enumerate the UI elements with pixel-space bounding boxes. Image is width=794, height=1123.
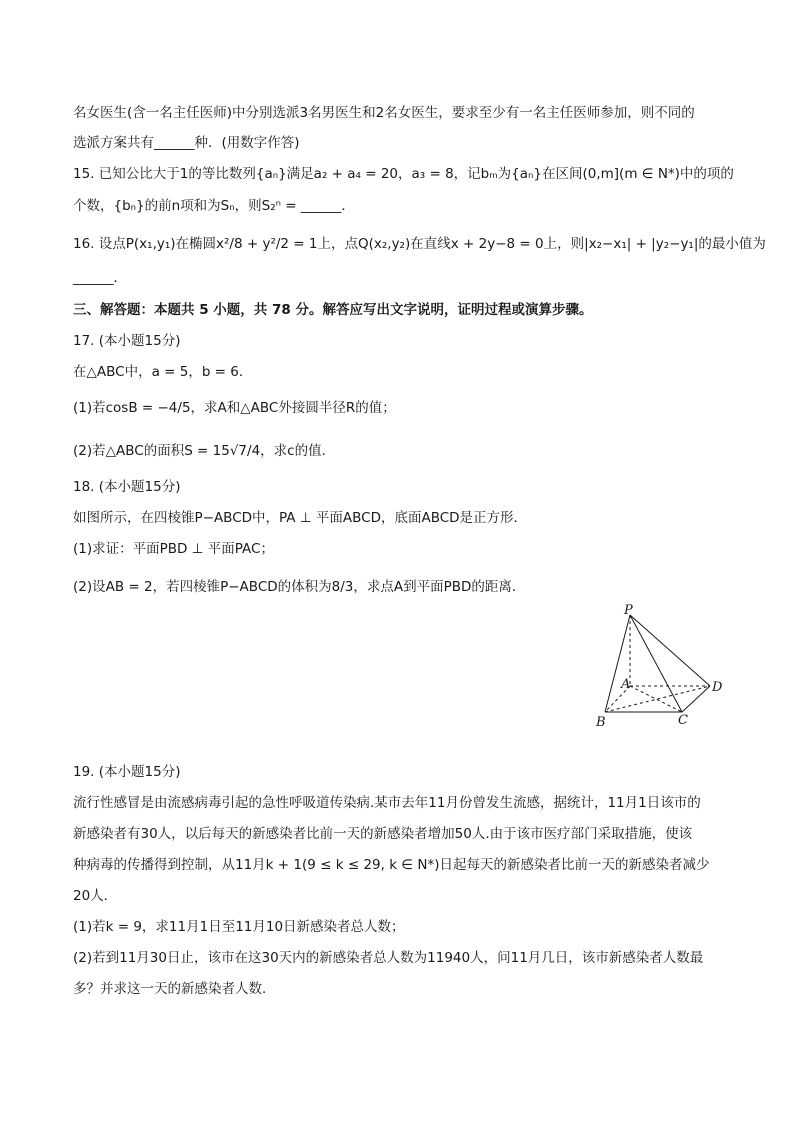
text-line: (2)若△ABC的面积S = 15√7/4，求c的值．: [73, 443, 336, 459]
edge-pd: [630, 615, 710, 686]
text-line: 在△ABC中，a = 5，b = 6．: [73, 364, 253, 380]
problem-16-line: 16. 设点P(x₁,y₁)在椭圆x²/8 + y²/2 = 1上，点Q(x₂,y₂)在直线x + 2y−8 = 0上，则|x₂−x₁| + |y₂−y₁|的最小值为: [73, 236, 766, 252]
text-line: ______．: [73, 270, 127, 286]
text-line: 20人．: [73, 888, 118, 904]
pyramid-figure: [590, 600, 730, 735]
text-line: (1)求证：平面PBD ⊥ 平面PAC；: [73, 541, 274, 557]
text-line: 名女医生(含一名主任医师)中分别选派3名男医生和2名女医生，要求至少有一名主任医师参加，则不同的: [73, 105, 695, 121]
text-line: 新感染者有30人，以后每天的新感染者比前一天的新感染者增加50人.由于该市医疗部门采取措施，使该: [73, 826, 693, 842]
text-line: 流行性感冒是由流感病毒引起的急性呼吸道传染病.某市去年11月份曾发生流感，据统计，11月1日该市的: [73, 795, 701, 811]
text-line: (1)若k = 9，求11月1日至11月10日新感染者总人数；: [73, 919, 405, 935]
problem-15-line: 15. 已知公比大于1的等比数列{aₙ}满足a₂ + a₄ = 20，a₃ = 8，记bₘ为{aₙ}在区间(0,m](m ∈ N*)中的项的: [73, 166, 734, 182]
text-line: 个数，{bₙ}的前n项和为Sₙ，则S₂ⁿ = ______．: [73, 198, 355, 214]
text-line: 选派方案共有______种．(用数字作答): [73, 135, 300, 151]
vertex-label-c: C: [678, 713, 688, 728]
vertex-label-d: D: [712, 680, 723, 695]
vertex-label-a: A: [621, 677, 631, 692]
edge-pc: [630, 615, 682, 712]
edge-pb: [605, 615, 630, 712]
vertex-label-p: P: [624, 603, 633, 618]
edge-cd: [682, 686, 710, 712]
problem-19-title: 19. (本小题15分): [73, 764, 181, 780]
text-line: (1)若cosB = −4/5，求A和△ABC外接圆半径R的值；: [73, 400, 396, 416]
edge-ac: [630, 686, 682, 712]
text-line: (2)设AB = 2，若四棱锥P−ABCD的体积为8/3，求点A到平面PBD的距离．: [73, 579, 526, 595]
text-line: (2)若到11月30日止，该市在这30天内的新感染者总人数为11940人，问11月几日，该市新感染者人数最: [73, 950, 704, 966]
section-heading: 三、解答题：本题共 5 小题，共 78 分。解答应写出文字说明，证明过程或演算步骤。: [73, 302, 593, 318]
problem-17-title: 17. (本小题15分): [73, 333, 181, 349]
text-line: 如图所示，在四棱锥P−ABCD中，PA ⊥ 平面ABCD，底面ABCD是正方形．: [73, 510, 528, 526]
text-line: 多？并求这一天的新感染者人数．: [73, 981, 276, 997]
text-line: 种病毒的传播得到控制，从11月k + 1(9 ≤ k ≤ 29, k ∈ N*)日起每天的新感染者比前一天的新感染者减少: [73, 857, 710, 873]
vertex-label-b: B: [596, 715, 606, 730]
problem-18-title: 18. (本小题15分): [73, 479, 181, 495]
